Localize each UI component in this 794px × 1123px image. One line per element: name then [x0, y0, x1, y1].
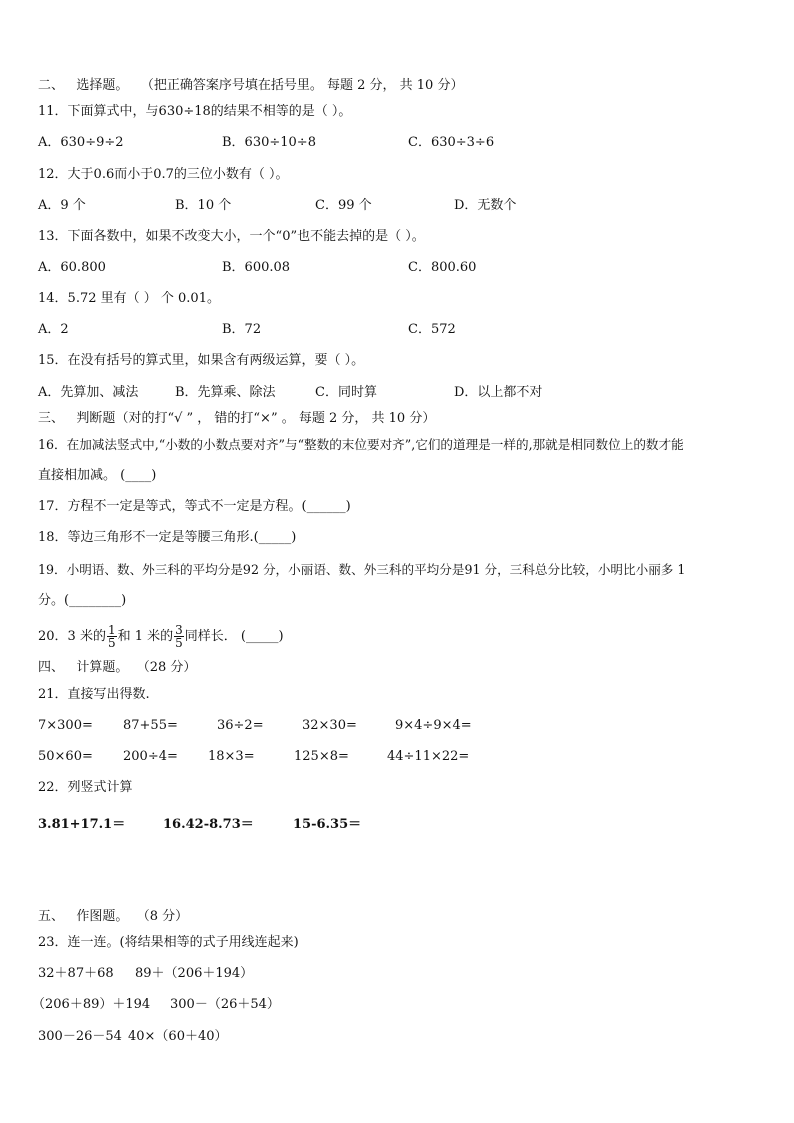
- section-3-heading: [38, 410, 435, 428]
- q12-option-a: A．9 个: [38, 198, 86, 213]
- q23-row2-right: 300－（26＋54）: [170, 997, 280, 1012]
- q23-stem: 23．连一连。(将结果相等的式子用线连起来): [38, 935, 299, 950]
- q20-part3: 同样长． (_____): [184, 629, 284, 644]
- q11-option-a: A．630÷9÷2: [38, 135, 124, 150]
- q15-option-d: D．以上都不对: [454, 385, 543, 400]
- q20-fraction-2-denominator: 5: [175, 636, 183, 650]
- q18-text: 18．等边三角形不一定是等腰三角形.(_____): [38, 530, 297, 545]
- q11-option-c: C．630÷3÷6: [408, 135, 495, 150]
- q22-item-2: 16.42-8.73＝: [163, 817, 254, 832]
- section-2-heading: [38, 77, 463, 95]
- q23-row2-left: （206＋89）＋194: [32, 997, 151, 1012]
- section-5-title: 作图题。: [76, 909, 129, 924]
- q13-option-a: A．60.800: [38, 260, 106, 275]
- q22-stem: 22．列竖式计算: [38, 780, 133, 795]
- q20-fraction-2-numerator: 3: [175, 623, 183, 637]
- q21-stem: 21．直接写出得数.: [38, 687, 150, 702]
- q12-stem: 12．大于0.6而小于0.7的三位小数有（ ）。: [38, 167, 289, 182]
- q20-fraction-1-denominator: 5: [107, 636, 116, 650]
- q21-r1-c1: 7×300=: [38, 718, 93, 733]
- q23-row3-right: 40×（60＋40）: [128, 1029, 228, 1044]
- q13-stem: 13．下面各数中，如果不改变大小，一个“0”也不能去掉的是（ ）。: [38, 229, 425, 244]
- q15-option-c: C．同时算: [315, 385, 377, 400]
- q19-line2: 分。(________): [38, 593, 127, 608]
- q20-part1: 20．3 米的: [38, 629, 106, 644]
- q20-fraction-2: [174, 624, 184, 649]
- q20-part2: 和 1 米的: [117, 629, 174, 644]
- q15-stem: 15．在没有括号的算式里，如果含有两级运算，要（ ）。: [38, 353, 365, 368]
- q16-line1: 16．在加减法竖式中,“小数的小数点要对齐”与“整数的末位要对齐”,它们的道理是一样的,那就是相同数位上的数才能: [38, 437, 684, 452]
- section-4-heading: [38, 659, 196, 677]
- q20: [38, 622, 284, 652]
- section-5-note: （8 分）: [136, 909, 189, 924]
- section-3-number: 三、: [38, 411, 65, 426]
- q21-r1-c4: 32×30=: [302, 718, 357, 733]
- q17-text: 17．方程不一定是等式，等式不一定是方程。(______): [38, 499, 351, 514]
- q13-option-c: C．800.60: [408, 260, 477, 275]
- q11-option-b: B．630÷10÷8: [222, 135, 316, 150]
- q11-stem: 11．下面算式中，与630÷18的结果不相等的是（ ）。: [38, 104, 352, 119]
- q15-option-b: B．先算乘、除法: [175, 385, 276, 400]
- section-3-title: 判断题: [76, 411, 116, 426]
- q21-r2-c5: 44÷11×22=: [387, 749, 470, 764]
- q12-option-b: B．10 个: [175, 198, 232, 213]
- q21-r1-c2: 87+55=: [123, 718, 178, 733]
- q12-option-c: C．99 个: [315, 198, 372, 213]
- q21-r1-c3: 36÷2=: [217, 718, 264, 733]
- section-5-number: 五、: [38, 909, 65, 924]
- q16-line2: 直接相加减。 (____): [38, 468, 157, 483]
- q22-item-1: 3.81+17.1＝: [38, 817, 126, 832]
- section-4-title: 计算题。: [76, 660, 129, 675]
- q14-stem: 14．5.72 里有（ ） 个 0.01。: [38, 291, 220, 306]
- q21-r2-c2: 200÷4=: [123, 749, 178, 764]
- section-2-title: 选择题。: [76, 78, 129, 93]
- q12-option-d: D．无数个: [454, 198, 517, 213]
- section-2-note: （把正确答案序号填在括号里。 每题 2 分， 共 10 分）: [140, 78, 464, 93]
- section-5-heading: [38, 908, 188, 926]
- q21-r2-c4: 125×8=: [294, 749, 349, 764]
- section-3-note: （对的打“√ ” ， 错的打“×” 。 每题 2 分， 共 10 分）: [115, 411, 436, 426]
- q13-option-b: B．600.08: [222, 260, 291, 275]
- q20-fraction-1-numerator: 1: [107, 623, 116, 637]
- q20-fraction-1: [107, 624, 117, 649]
- q15-option-a: A．先算加、减法: [38, 385, 139, 400]
- section-2-number: 二、: [38, 78, 65, 93]
- q21-r1-c5: 9×4÷9×4=: [395, 718, 472, 733]
- q22-item-3: 15-6.35＝: [293, 817, 362, 832]
- section-4-note: （28 分）: [136, 660, 197, 675]
- q23-row1-left: 32＋87＋68: [38, 966, 114, 981]
- q23-row3-left: 300－26－54: [38, 1029, 122, 1044]
- section-4-number: 四、: [38, 660, 65, 675]
- q21-r2-c3: 18×3=: [208, 749, 255, 764]
- q14-option-c: C．572: [408, 322, 456, 337]
- q14-option-a: A．2: [38, 322, 69, 337]
- q14-option-b: B．72: [222, 322, 262, 337]
- q19-line1: 19．小明语、数、外三科的平均分是92 分，小丽语、数、外三科的平均分是91 分，三科总分比较，小明比小丽多 1: [38, 562, 686, 577]
- q21-r2-c1: 50×60=: [38, 749, 93, 764]
- q23-row1-right: 89＋（206＋194）: [135, 966, 254, 981]
